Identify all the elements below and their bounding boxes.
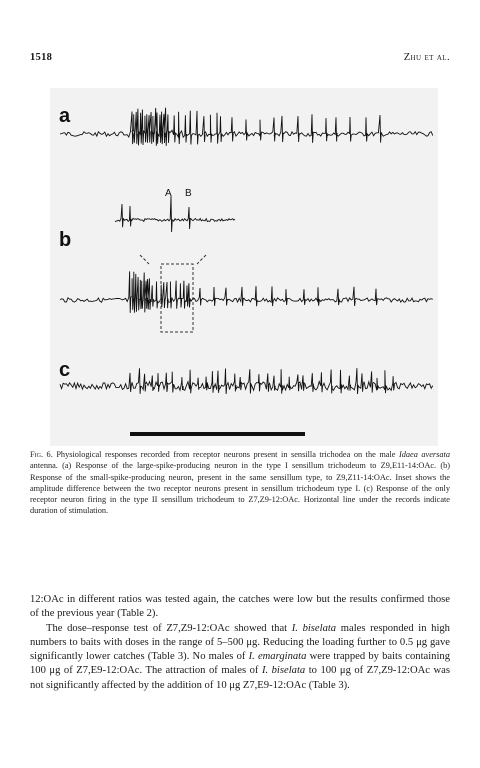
running-head-authors: Zhu et al. xyxy=(403,52,450,63)
figure-6 xyxy=(50,88,438,446)
inset-zoom-line-left xyxy=(140,255,149,264)
panel-label-b: b xyxy=(59,229,72,251)
trace-c xyxy=(60,368,433,394)
figure-caption-label: Fig. 6. xyxy=(30,450,53,459)
paragraph-2-segment: I. biselata xyxy=(261,665,306,677)
panel-label-a: a xyxy=(59,105,71,127)
paragraph-2-segment: were trapped by baits containing 100 μg of Z7,E9-12:OAc. The attraction of males of xyxy=(30,651,451,677)
paragraph-2-segment: The dose–response test of Z7,Z9-12:OAc showed that xyxy=(46,622,292,634)
trace-b-inset xyxy=(115,196,235,232)
page-number: 1518 xyxy=(30,52,53,63)
paragraph-1-segment: 12:OAc in different ratios was tested again, the catches were low but the results confirmed those of the previous year (Table 2). xyxy=(30,594,450,620)
running-head xyxy=(30,52,450,66)
body-text xyxy=(30,593,450,693)
electrophysiology-recordings xyxy=(50,88,438,446)
paragraph-2-segment: I. biselata xyxy=(291,622,337,634)
figure-caption xyxy=(30,449,450,517)
paragraph-2-segment: I. emarginata xyxy=(248,651,307,663)
paragraph-2-segment: males responded in high numbers to baits with doses in the range of 5–500 μg. Reducing the loading further to 0.5 μg gave significantly lower catches (Table 3). No males of xyxy=(30,622,450,663)
trace-a xyxy=(60,108,433,146)
paragraph-2-segment: to 100 μg of Z7,Z9-12:OAc was not significantly affected by the addition of 10 μg Z7,E9-12:OAc (Table 3). xyxy=(30,665,450,691)
inset-spike-label-b: B xyxy=(185,188,192,199)
caption-segment: Idaea aversata xyxy=(398,450,450,459)
stimulus-duration-bar xyxy=(130,432,305,436)
trace-b xyxy=(60,271,433,313)
caption-segment: Physiological responses recorded from receptor neurons present in sensilla trichodea on the male xyxy=(52,450,399,459)
inset-zoom-line-right xyxy=(197,255,206,264)
inset-spike-label-a: A xyxy=(165,188,172,199)
caption-segment: antenna. (a) Response of the large-spike-producing neuron in the type I sensillum trichodeum to Z9,E11-14:OAc. (b) Response of the small-spike-producing neuron, present in the same sensillum type, to Z9,Z11-14:OAc. Inset shows the amplitude difference between the two receptor neurons present in sensillum trichodeum type I. (c) Response of the only receptor neuron firing in the type II sensillum trichodeum to Z7,Z9-12:OAc. Horizontal line under the records indicate duration of stimulation. xyxy=(30,461,450,516)
paragraph-2 xyxy=(30,622,450,693)
panel-label-c: c xyxy=(59,359,71,381)
paragraph-1 xyxy=(30,593,450,622)
